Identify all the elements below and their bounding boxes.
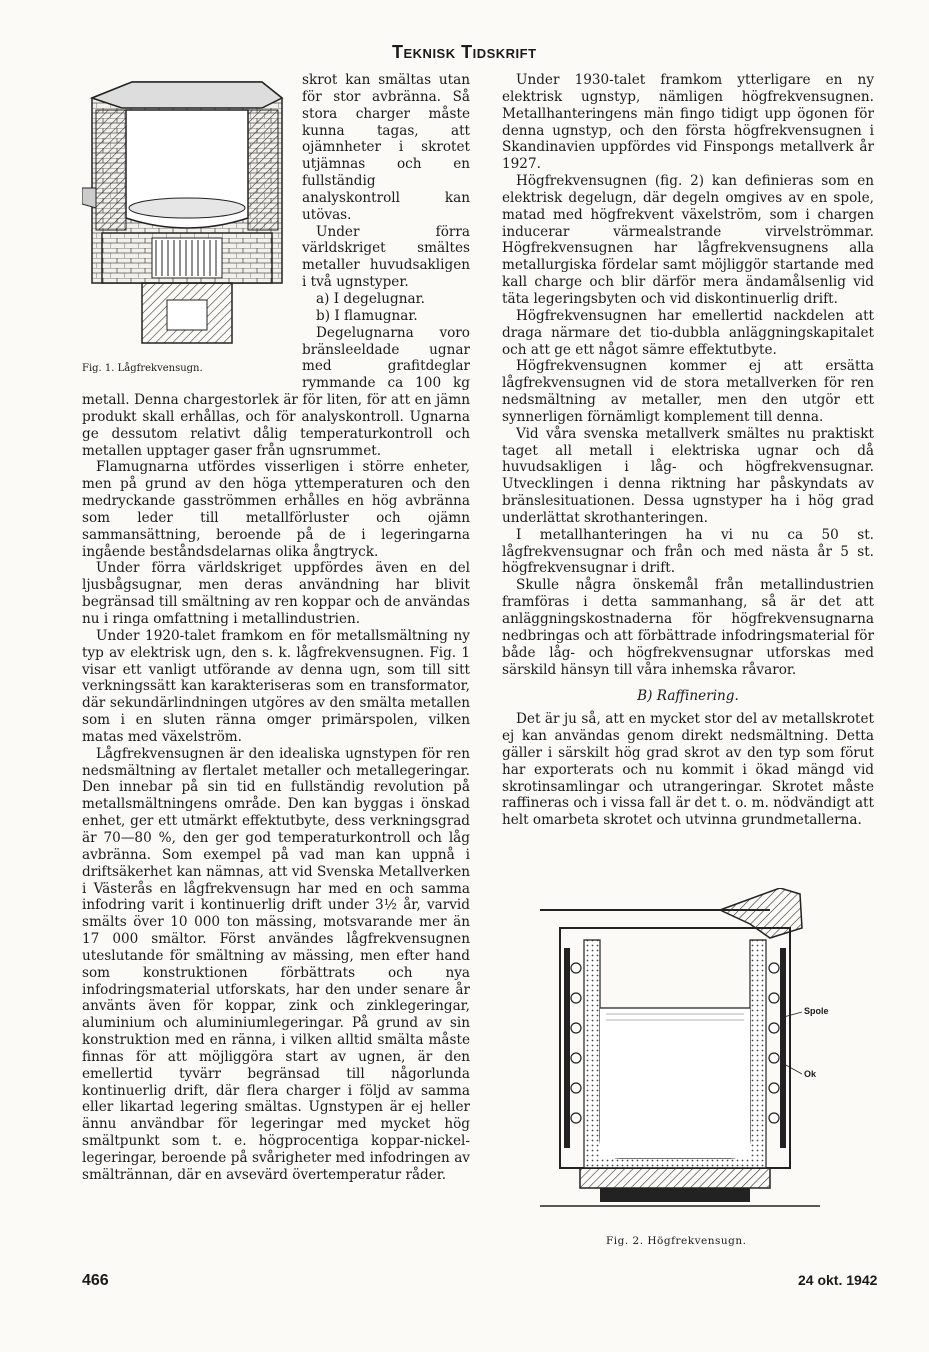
figure-1 bbox=[82, 68, 294, 388]
high-frequency-furnace-drawing bbox=[540, 888, 860, 1228]
paragraph: Det är ju så, att en mycket stor del av metallskrotet ej kan användas genom direkt nedsmältning. Detta gäller i särskilt hög grad skrot av den typ som förut har exporterats och nu kommit i ökad mängd vid skrotinsamlingar och utrangeringar. Skrotet måste raffineras och i vissa fall är det t. o. m. nödvändigt att helt omarbeta skrotet och utvinna grundmetallerna. bbox=[502, 711, 874, 829]
paragraph: Flamugnarna utfördes visserligen i större enheter, men på grund av den höga yttemperaturen och den medryckande gasströmmen erhålles en hög avbränna som leder till metallförluster och ojämn sammansättning, beroende på de i legeringarna ingående beståndsdelarnas olika ångtryck. bbox=[82, 459, 470, 560]
paragraph: Under förra världskriget uppfördes även en del ljusbågsugnar, men deras användning har blivit begränsad till smältning av ren koppar och de användas nu i ringa omfattning i metallindustrien. bbox=[82, 560, 470, 627]
figure-2 bbox=[540, 888, 860, 1258]
paragraph: b) I flamugnar. bbox=[316, 307, 418, 324]
paragraph: Under 1930-talet framkom ytterligare en ny elektrisk ugnstyp, nämligen högfrekvensugnen. Metallhanteringens män fingo tidigt upp ögonen för denna ugnstyp, och den första högfrekvensugnen i Skandinavien uppfördes vid Finspongs metallverk år 1927. bbox=[502, 72, 874, 173]
paragraph: Degelugnarna voro bränsleeldade ugnar med grafitdeglar rymmande ca 100 kg metall. Denna chargestorlek är för liten, för att en jämn produkt skall erhållas, och för analyskontroll. Ugnarna ge dessutom relativt dålig temperaturkontroll och metallen upptager gaser från ugnsrummet. bbox=[82, 324, 470, 459]
journal-title: Teknisk Tidskrift bbox=[392, 42, 537, 62]
paragraph: Skulle några önskemål från metallindustrien framföras i detta sammanhang, så är det att anläggningskostnaderna för högfrekvensugnarna nedbringas och att förbättrade infodringsmaterial för både låg- och högfrekvensugnar utforskas med särskild hänsyn till våra inhemska råvaror. bbox=[502, 577, 874, 678]
section-heading: B) Raffinering. bbox=[637, 688, 739, 705]
paragraph: a) I degelugnar. bbox=[316, 290, 425, 307]
paragraph: I metallhanteringen ha vi nu ca 50 st. lågfrekvensugnar och från och med nästa år 5 st. högfrekvensugnar i drift. bbox=[502, 526, 874, 577]
left-column bbox=[82, 72, 470, 1184]
paragraph: Högfrekvensugnen har emellertid nackdelen att draga närmare det tio-dubbla anläggningskapitalet och att ge ett något sämre effektutbyte. bbox=[502, 307, 874, 358]
paragraph: Högfrekvensugnen kommer ej att ersätta lågfrekvensugnen vid de stora metallverken för ren nedsmältning av metaller, men den utgör ett synnerligen förnämligt komplement till denna. bbox=[502, 358, 874, 425]
paragraph: Under 1920-talet framkom en för metallsmältning ny typ av elektrisk ugn, den s. k. lågfrekvensugnen. Fig. 1 visar ett vanligt utförande av denna ugn, som till sitt verkningssätt kan karakteriseras som en transformator, där sekundärlindningen utgöres av den smälta metallen som i en sluten ränna omger primärspolen, vilken matas med växelström. bbox=[82, 627, 470, 745]
paragraph: Lågfrekvensugnen är den idealiska ugnstypen för ren nedsmältning av flertalet metaller och metallegeringar. Den innebar på sin tid en fullständig revolution på metallsmältningens område. Den kan byggas i önskad enhet, ger ett utmärkt effektutbyte, dess verkningsgrad är 70—80 %, den ger god temperaturkontroll och låg avbränna. Som exempel på vad man kan uppnå i driftsäkerhet kan nämnas, att vid Svenska Metallverken i Västerås en lågfrekvensugn har med en och samma infodring varit i kontinuerlig drift under 3½ år, varvid smälts över 10 000 ton mässing, motsvarande mer än 17 000 smältor. Först användes lågfrekvensugnen uteslutande för smältning av mässing, men efter hand som konstruktionen förbättrats och nya infodringsmaterial utforskats, har den under senare år använts även för koppar, zink och zinklegeringar, aluminium och aluminiumlegeringar. På grund av sin konstruktion med en ränna, i vilken alltid smälta måste finnas för att möjliggöra start av ugnen, är den emellertid tyvärr begränsad till någorlunda kontinuerlig drift, där flera charger i följd av samma eller likartad legering smältas. Ugnstypen är ej heller ännu användbar för legeringar med mycket hög smältpunkt som t. e. högprocentiga koppar-nickel-legeringar, beroende på svårigheter med infodringen av smältrännan, där en avsevärd övertemperatur råder. bbox=[82, 745, 470, 1183]
paragraph: Högfrekvensugnen (fig. 2) kan definieras som en elektrisk degelugn, där degeln omgives av en spole, matad med högfrekvent växelström, som i chargen inducerar värmealstrande virvelströmmar. Högfrekvensugnen har lågfrekvensugnens alla metallurgiska fördelar samt möjliggör startande med kall charge och blir därför mera ändamålsenlig vid täta legeringsbyten och vid diskontinuerlig drift. bbox=[502, 173, 874, 307]
paragraph: skrot kan smältas utan för stor avbränna. Så stora charger måste kunna tagas, att ojämnheter i skrotet utjämnas och en fullständig analyskontroll kan utövas. bbox=[302, 72, 470, 223]
figure-1-caption: Fig. 1. Lågfrekvensugn. bbox=[82, 363, 203, 374]
low-frequency-furnace-drawing bbox=[82, 68, 294, 358]
paragraph: Vid våra svenska metallverk smältes nu praktiskt taget all metall i elektriska ugnar och då huvudsakligen i låg- och högfrekvensugnar. Utvecklingen i denna riktning har påskyndats av bränslesituationen. Dessa ugnstyper ha i hög grad underlättat skrothanteringen. bbox=[502, 425, 874, 526]
label-spole: Spole bbox=[804, 1006, 829, 1016]
label-ok: Ok bbox=[804, 1069, 817, 1079]
right-column bbox=[502, 72, 874, 829]
issue-date: 24 okt. 1942 bbox=[798, 1272, 878, 1288]
page-number: 466 bbox=[82, 1272, 109, 1289]
paragraph: Under förra världskriget smältes metaller huvudsakligen i två ugnstyper. bbox=[302, 223, 470, 291]
figure-2-caption: Fig. 2. Högfrekvensugn. bbox=[606, 1235, 747, 1247]
